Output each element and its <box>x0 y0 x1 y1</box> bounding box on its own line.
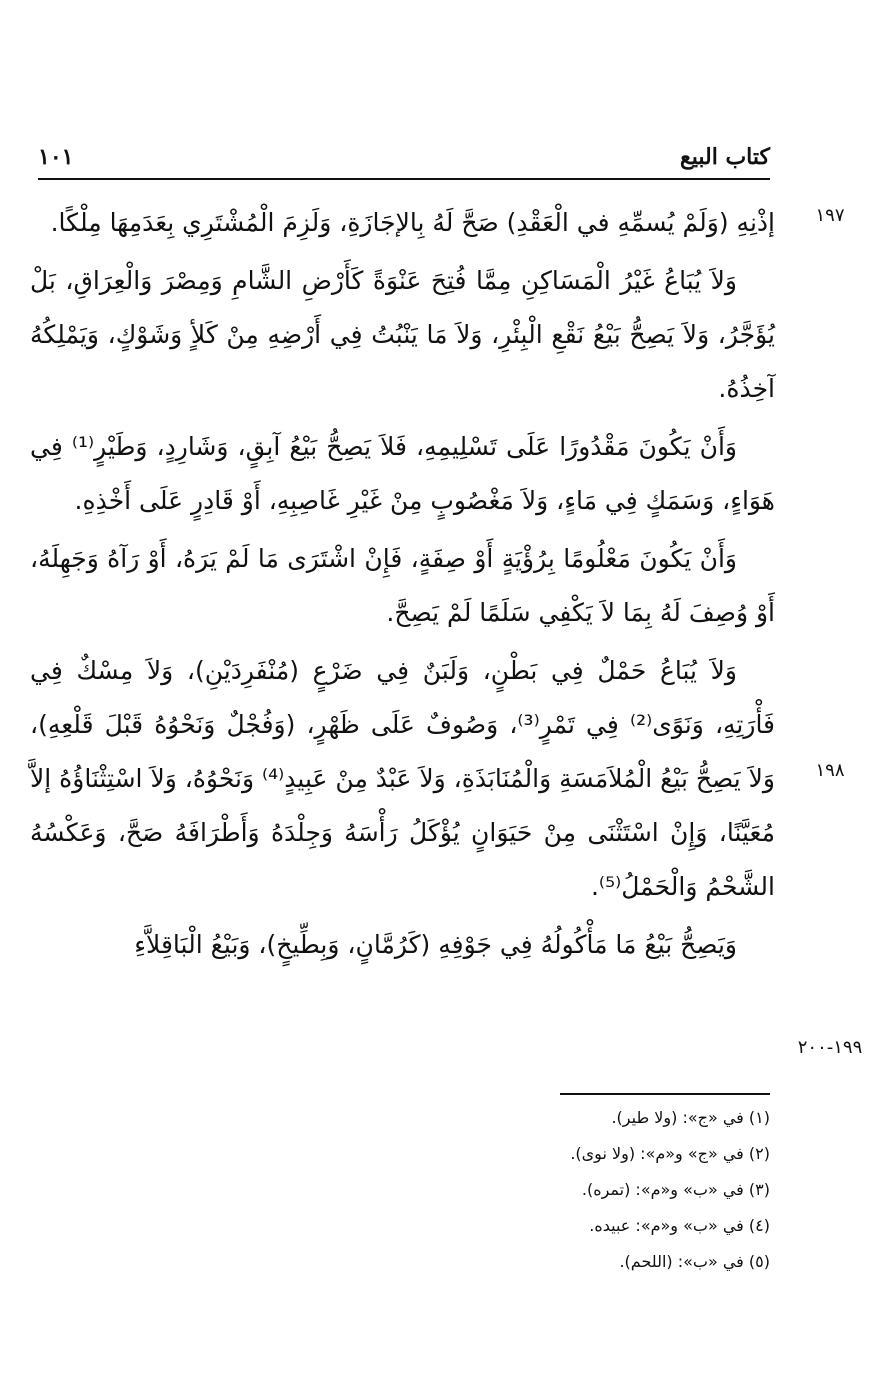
running-header <box>38 138 770 178</box>
paragraph: وَأَنْ يَكُونَ مَقْدُورًا عَلَى تَسْلِيمِهِ، فَلاَ يَصِحُّ بَيْعُ آبِقٍ، وَشَارِدٍ، وَطَيْرٍ⁽¹⁾ فِي هَوَاءٍ، وَسَمَكٍ فِي مَاءٍ، وَلاَ مَغْصُوبٍ مِنْ غَيْرِ غَاصِبِهِ، أَوْ قَادِرٍ عَلَى أَخْذِهِ. <box>30 432 775 515</box>
footnote: (٣) في «ب» و«م»: (تمره). <box>581 1180 770 1199</box>
footnote-rule <box>560 1093 770 1095</box>
paragraph: وَلاَ يُبَاعُ حَمْلٌ فِي بَطْنٍ، وَلَبَنٌ فِي ضَرْعٍ (مُنْفَرِدَيْنِ)، وَلاَ مِسْكٌ فِي فَأْرَتِهِ، وَنَوًى⁽²⁾ فِي تَمْرٍ⁽³⁾، وَصُوفٌ عَلَى ظَهْرٍ، (وَفُجْلٌ وَنَحْوُهُ قَبْلَ قَلْعِهِ)، وَلاَ يَصِحُّ بَيْعُ الْمُلاَمَسَةِ وَالْمُنَابَذَةِ، وَلاَ عَبْدٌ مِنْ عَبِيدٍ⁽⁴⁾ وَنَحْوُهُ، وَلاَ اسْتِثْنَاؤُهُ إلاَّ مُعَيَّنًا، وَإِنْ اسْتَثْنَى مِنْ حَيَوَانٍ يُؤْكَلُ رَأْسَهُ وَجِلْدَهُ وَأَطْرَافَهُ صَحَّ، وَعَكْسُهُ الشَّحْمُ وَالْحَمْلُ⁽⁵⁾. <box>30 656 776 901</box>
margin-number: ١٩٩-٢٠٠ <box>797 1037 863 1058</box>
paragraph: وَيَصِحُّ بَيْعُ مَا مَأْكُولُهُ فِي جَوْفِهِ (كَرُمَّانٍ، وَبِطِّيخٍ)، وَبَيْعُ الْبَاقِلاَّءِ <box>134 930 737 959</box>
header-rule <box>38 178 770 180</box>
paragraph: وَلاَ يُبَاعُ غَيْرُ الْمَسَاكِنِ مِمَّا فُتِحَ عَنْوَةً كَأَرْضِ الشَّامِ وَمِصْرَ وَالْعِرَاقِ، بَلْ يُؤَجَّرُ، وَلاَ يَصِحُّ بَيْعُ نَقْعِ الْبِئْرِ، وَلاَ مَا يَنْبُتُ فِي أَرْضِهِ مِنْ كَلأٍ وَشَوْكٍ، وَيَمْلِكُهُ آخِذُهُ. <box>30 266 775 403</box>
margin-number: ١٩٧ <box>815 205 845 226</box>
paragraph: إذْنِهِ (وَلَمْ يُسمِّهِ في الْعَقْدِ) صَحَّ لَهُ بِالإجَازَةِ، وَلَزِمَ الْمُشْتَرِي بِعَدَمِهَا مِلْكًا. <box>50 208 775 237</box>
margin-number: ١٩٨ <box>815 760 845 781</box>
main-text <box>30 196 775 976</box>
paragraph: وَأَنْ يَكُونَ مَعْلُومًا بِرُؤْيَةٍ أَوْ صِفَةٍ، فَإِنْ اشْتَرَى مَا لَمْ يَرَهُ، أَوْ رَآهُ وَجَهِلَهُ، أَوْ وُصِفَ لَهُ بِمَا لاَ يَكْفِي سَلَمًا لَمْ يَصِحَّ. <box>30 544 775 627</box>
footnote: (٤) في «ب» و«م»: عبيده. <box>589 1216 770 1235</box>
footnote: (٢) في «ج» و«م»: (ولا نوى). <box>570 1144 770 1163</box>
footnote: (١) في «ج»: (ولا طير). <box>611 1108 770 1127</box>
footnotes <box>360 1100 770 1280</box>
header-title: كتاب البيع <box>680 144 770 170</box>
page-number: ١٠١ <box>38 144 74 170</box>
footnote: (٥) في «ب»: (اللحم). <box>619 1252 770 1271</box>
